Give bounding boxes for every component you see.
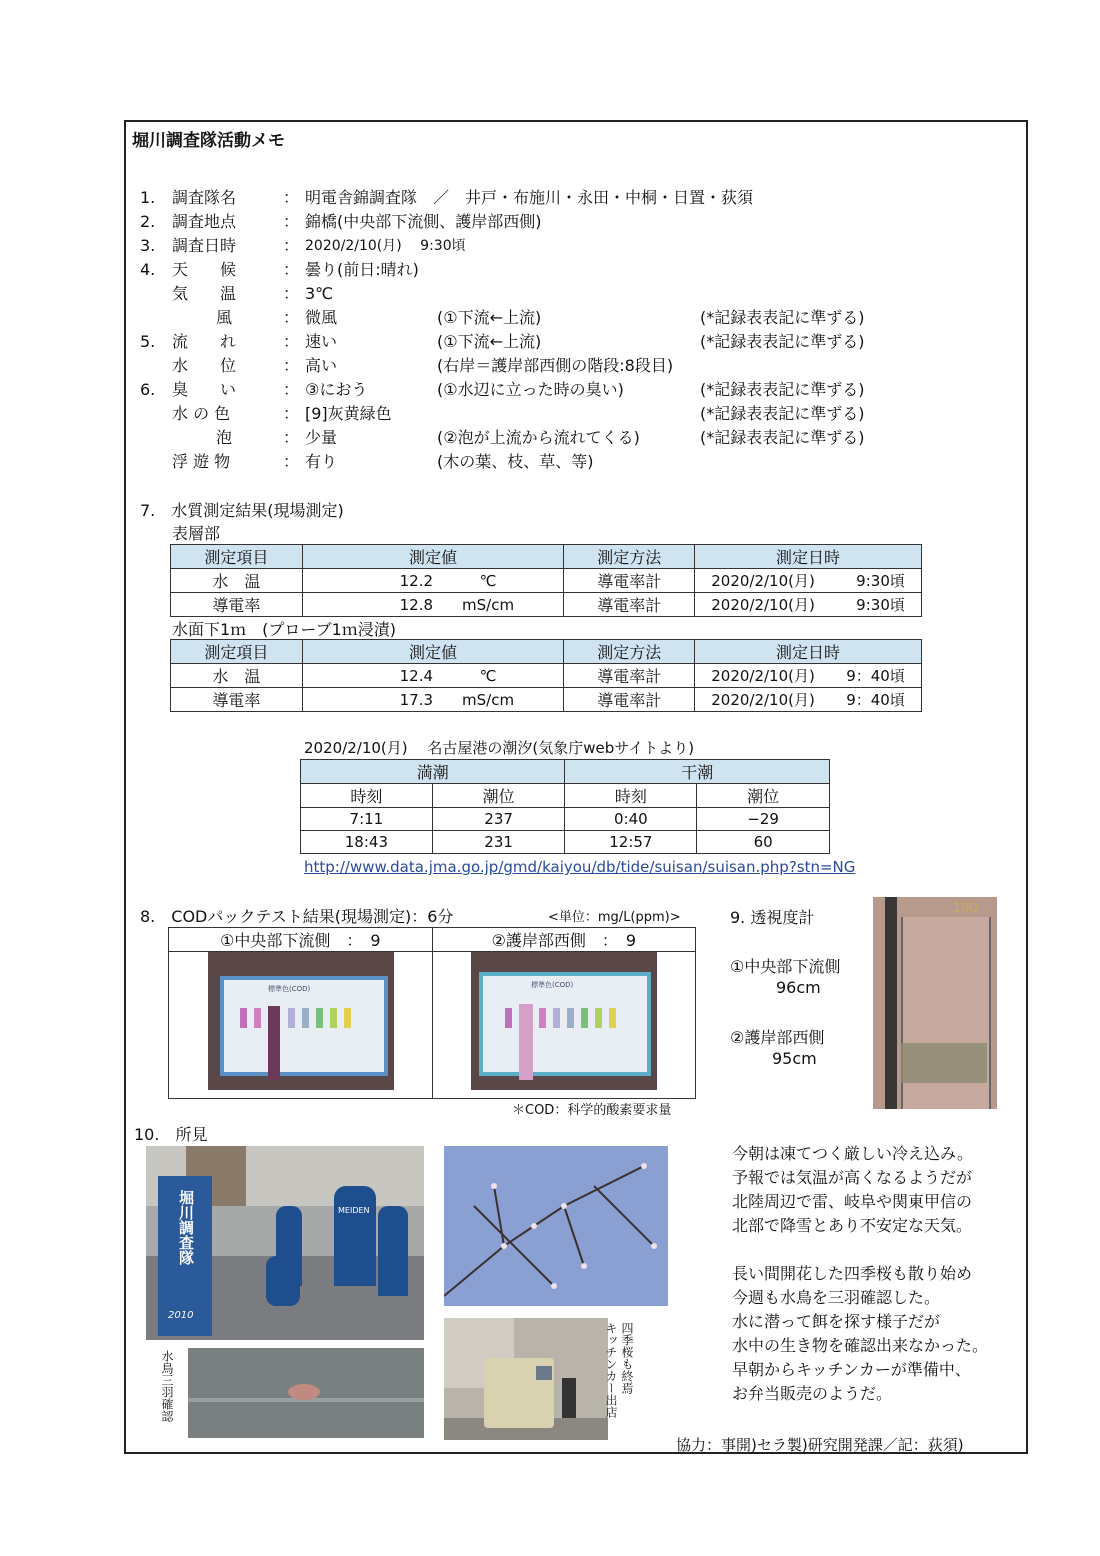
depth-table: 測定項目 測定値 測定方法 測定日時 水 温 12.4 ℃ 導電率計 2020/2/10(月) 9：40頃 導電率 17.3 mS/cm 導電率計 2020/2/10(月) 9：40頃	[170, 639, 922, 712]
cod-footnote: ＊COD：科学的酸素要求量	[512, 1103, 672, 1118]
observations: 今朝は凍てつく厳しい冷え込み。 予報では気温が高くなるようだが 北陸周辺で雷、岐阜や関東甲信の 北部で降雪とあり不安定な天気。 長い間開花した四季桜も散り始め 今週も水鳥を三羽確認した。 水に潜って餌を探す様子だが 水中の生き物を確認出来なかった。 早朝からキッチンカーが準備中、 お弁当販売のようだ。	[732, 1144, 989, 1403]
table-row: 18:43 231 12:57 60	[301, 831, 830, 854]
tide-source-link[interactable]: http://www.data.jma.go.jp/gmd/kaiyou/db/tide/suisan/suisan.php?stn=NG	[304, 858, 856, 876]
cod-unit: <単位：mg/L(ppm)>	[548, 910, 681, 925]
header-item: 測定項目	[171, 545, 303, 569]
table-row: 導電率 12.8 mS/cm 導電率計 2020/2/10(月) 9:30頃	[171, 593, 922, 617]
cod-heading: 8. CODパックテスト結果(現場測定)：6分	[140, 907, 454, 926]
surface-label: 表層部	[172, 524, 221, 543]
bird-caption: 水鳥三羽確認	[160, 1350, 174, 1422]
item-weather: 4. 天 候 ： 曇り(前日:晴れ)	[140, 260, 419, 279]
item-odor: 6. 臭 い ： ③におう (①水辺に立った時の臭い) (*記録表表記に準ずる)	[140, 380, 865, 399]
kitchen-car-photo	[444, 1318, 608, 1440]
high-tide-header: 満潮	[301, 760, 565, 784]
tide-table: 満潮 干潮 時刻 潮位 時刻 潮位 7:11 237 0:40 −29 18:43 231 12:57 60	[300, 759, 830, 854]
cod-photo-a: 標準色(COD)	[208, 952, 394, 1090]
tide-caption: 2020/2/10(月) 名古屋港の潮汐(気象庁webサイトより)	[304, 739, 695, 757]
branches	[444, 1146, 668, 1306]
kitchen-caption-1: 四季桜も終焉	[620, 1322, 634, 1394]
cod-photo-b: 標準色(COD)	[471, 952, 657, 1090]
clarity-tube-photo: 100	[873, 897, 997, 1109]
item-datetime: 3. 調査日時 ： 2020/2/10(月) 9:30頃	[140, 236, 466, 255]
table-row: 水 温 12.2 ℃ 導電率計 2020/2/10(月) 9:30頃	[171, 569, 922, 593]
depth-label: 水面下1ｍ (プローブ1ｍ浸漬)	[172, 620, 397, 639]
cod-result-b: ②護岸部西側 ： 9	[432, 928, 695, 952]
bird	[288, 1384, 320, 1400]
header-value: 測定値	[302, 545, 564, 569]
item-foam: 泡 ： 少量 (②泡が上流から流れてくる) (*記録表表記に準ずる)	[215, 428, 865, 447]
team-photo: 堀川調査隊 2010 MEIDEN	[146, 1146, 424, 1340]
table-row: 7:11 237 0:40 −29	[301, 808, 830, 831]
memo-title: 堀川調査隊活動メモ	[132, 131, 285, 151]
water-bird-photo	[188, 1348, 424, 1438]
water-quality-heading: 7. 水質測定結果(現場測定)	[140, 501, 344, 520]
low-tide-header: 干潮	[565, 760, 830, 784]
credit-line: 協力：事開)セラ製)研究開発課／記：荻須)	[676, 1436, 964, 1454]
item-temperature: 気 温 ： 3℃	[172, 284, 334, 303]
clarity-b-label: ②護岸部西側	[730, 1028, 825, 1047]
item-floating: 浮 遊 物 ： 有り (木の葉、枝、草、等)	[172, 452, 594, 471]
findings-heading: 10. 所見	[134, 1125, 208, 1144]
item-water-color: 水 の 色 ： [9]灰黄緑色 (*記録表表記に準ずる)	[172, 404, 865, 423]
header-method: 測定方法	[564, 545, 695, 569]
clarity-a-value: 96cm	[776, 978, 821, 997]
kitchen-caption-2: キッチンカー出店	[604, 1322, 618, 1418]
clarity-heading: 9. 透視度計	[730, 908, 815, 927]
item-wind: 風 ： 微風 (①下流←上流) (*記録表表記に準ずる)	[215, 308, 865, 327]
item-location: 2. 調査地点 ： 錦橋(中央部下流側、護岸部西側)	[140, 212, 542, 231]
item-water-level: 水 位 ： 高い (右岸＝護岸部西側の階段:8段目)	[172, 356, 674, 375]
cherry-blossom-photo	[444, 1146, 668, 1306]
table-row: 水 温 12.4 ℃ 導電率計 2020/2/10(月) 9：40頃	[171, 664, 922, 688]
clarity-b-value: 95cm	[772, 1049, 817, 1068]
banner: 堀川調査隊 2010	[158, 1176, 212, 1336]
surface-table	[170, 544, 922, 617]
header-date: 測定日時	[695, 545, 922, 569]
item-team: 1. 調査隊名 ： 明電舎錦調査隊 ／ 井戸・布施川・永田・中桐・日置・荻須	[140, 188, 754, 207]
table-row: 導電率 17.3 mS/cm 導電率計 2020/2/10(月) 9：40頃	[171, 688, 922, 712]
clarity-a-label: ①中央部下流側	[730, 957, 841, 976]
item-flow: 5. 流 れ ： 速い (①下流←上流) (*記録表表記に準ずる)	[140, 332, 865, 351]
cod-result-a: ①中央部下流側 ： 9	[169, 928, 433, 952]
